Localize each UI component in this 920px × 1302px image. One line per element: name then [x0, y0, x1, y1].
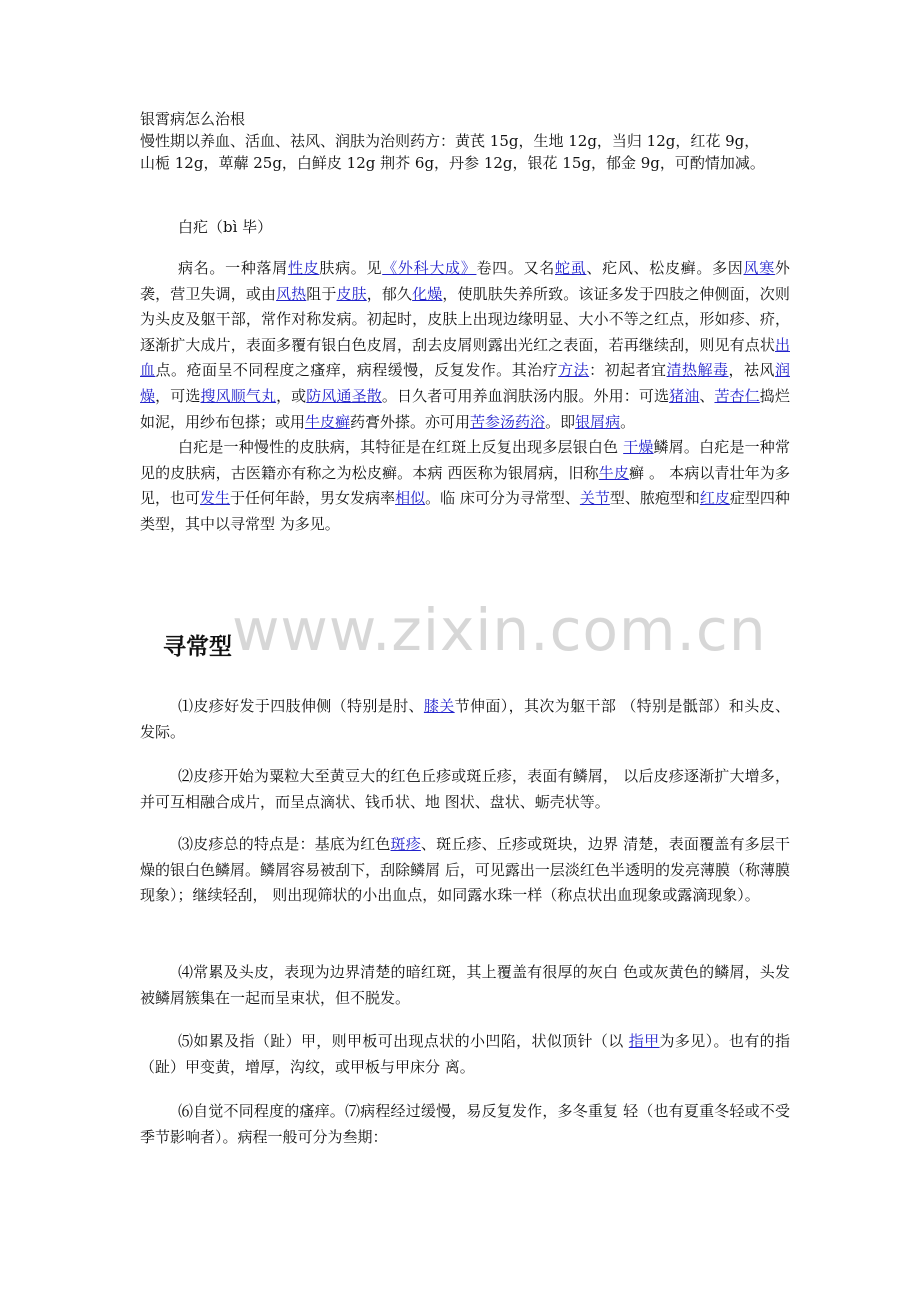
list-item: ⑹自觉不同程度的瘙痒。⑺病程经过缓慢，易反复发作，多冬重复 轻（也有夏重冬轻或不受季节影响者）。病程一般可分为叁期：	[140, 1102, 790, 1146]
item-3-block	[140, 832, 790, 909]
link[interactable]: 防风通圣散	[306, 386, 382, 405]
link[interactable]: 关节	[579, 489, 610, 508]
link[interactable]: 牛皮癣	[305, 412, 351, 431]
link[interactable]: 蛇虱	[555, 259, 587, 277]
link[interactable]: 润燥	[140, 361, 790, 405]
link[interactable]: 银屑病	[575, 412, 621, 431]
link[interactable]: 化燥	[412, 284, 443, 303]
list-item	[140, 832, 790, 909]
definition-block	[140, 256, 790, 538]
list-item	[140, 694, 790, 745]
link[interactable]: 清热解毒	[666, 361, 729, 380]
definition-paragraph	[140, 256, 790, 435]
link[interactable]: 膝关	[423, 697, 455, 715]
text-run: ：初起者宜	[589, 361, 667, 380]
item-1-block	[140, 694, 790, 745]
text-run: 肤病。见	[319, 259, 383, 277]
text-run: 型、脓疱型和	[609, 489, 700, 508]
text-run: 点。疮面呈不同程度之瘙痒，病程缓慢，反复发作。其治疗	[155, 361, 559, 380]
link[interactable]: 搜风顺气丸	[200, 386, 277, 405]
text-run: 、	[699, 386, 715, 405]
term-heading: 白疕（bì 毕）	[178, 218, 273, 236]
text-run: 药膏外搽。亦可用	[350, 412, 471, 431]
term-heading-block	[140, 215, 790, 241]
intro-line-2: 山栀 12g，萆薢 25g，白鲜皮 12g 荆芥 6g，丹参 12g，银花 15g，郁金 9g，可酌情加减。	[140, 154, 765, 172]
link[interactable]: 斑疹	[390, 835, 421, 853]
text-run: ，或	[276, 386, 307, 405]
text-run: ⑶皮疹总的特点是：基底为红色	[178, 835, 391, 853]
text-run: 。即	[545, 412, 576, 431]
link[interactable]: 《外科大成》	[382, 259, 477, 277]
item-6-block	[140, 1099, 790, 1150]
text-run: 。临 床可分为寻常型、	[425, 489, 580, 508]
text-run: 白疕是一种慢性的皮肤病，其特征是在红斑上反复出现多层银白色	[178, 438, 624, 457]
link[interactable]: 苦参汤药浴	[470, 412, 546, 431]
link[interactable]: 风热	[276, 284, 307, 303]
text-run: 外袭，营卫失调，或由	[140, 259, 790, 303]
doc-title: 银霄病怎么治根	[140, 110, 246, 128]
list-item: ⑵皮疹开始为粟粒大至黄豆大的红色丘疹或斑丘疹，表面有鳞屑， 以后皮疹逐渐扩大增多，并可互相融合成片，而呈点滴状、钱币状、地 图状、盘状、蛎壳状等。	[140, 767, 790, 811]
watermark: www.zixin.com.cn	[232, 596, 767, 664]
link[interactable]: 红皮	[699, 489, 730, 508]
text-run: 为多见）。也有的指（趾）甲变黄，增厚，沟纹，或甲板与甲床分 离。	[140, 1032, 790, 1076]
text-run: 鳞屑。白疕是一种常见的皮肤病，古医籍亦有称之为松皮癣。本病 西医称为银屑病，旧称	[140, 438, 790, 482]
link[interactable]: 风寒	[743, 259, 775, 277]
text-run: ，可选	[155, 386, 201, 405]
text-run: 。日久者可用养血润肤汤内服。外用：可选	[381, 386, 670, 405]
link[interactable]: 苦杏仁	[714, 386, 760, 405]
section-heading: 寻常型	[163, 634, 232, 660]
text-run: ，郁久	[366, 284, 413, 303]
text-run: 、斑丘疹、丘疹或斑块，边界 清楚，表面覆盖有多层干燥的银白色鳞屑。鳞屑容易被刮下，刮除鳞屑 后，可见露出一层淡红色半透明的发亮薄膜（称薄膜现象）；继续轻刮， 则出现筛状的小出血点，如同露水珠一样（称点状出血现象或露滴现象）。	[140, 835, 790, 905]
text-run: ，使肌肤失养所致。该证多发于四肢之伸侧面，次则为头皮及躯干部，常作对称发病。初起时，皮肤上出现边缘明显、大小不等之红点，形如疹、疥，逐渐扩大成片，表面多覆有银白色皮屑，刮去皮屑则露出光红之表面，若再继续刮，则见有点状	[140, 284, 790, 354]
link[interactable]: 方法	[558, 361, 590, 380]
link[interactable]: 皮肤	[336, 284, 367, 303]
link[interactable]: 相似	[395, 489, 426, 508]
text-run: ⑴皮疹好发于四肢伸侧（特别是肘、	[178, 697, 424, 715]
list-item: ⑷常累及头皮，表现为边界清楚的暗红斑，其上覆盖有很厚的灰白 色或灰黄色的鳞屑，头发被鳞屑簇集在一起而呈束状，但不脱发。	[140, 963, 790, 1007]
text-run: 癣 。 本病以青壮年为多见，也可	[140, 463, 790, 508]
text-run: 。	[620, 412, 636, 431]
intro-block	[140, 108, 790, 174]
text-run: 捣烂如泥，用纱布包搽；或用	[140, 386, 790, 431]
item-2-block	[140, 764, 790, 815]
text-run: 症型四种类型，其中以寻常型 为多见。	[140, 489, 790, 533]
link[interactable]: 牛皮	[598, 463, 630, 482]
link[interactable]: 性皮	[287, 259, 320, 277]
text-run: 病名。一种落屑	[178, 259, 288, 277]
link[interactable]: 干燥	[623, 438, 654, 457]
description-paragraph	[140, 435, 790, 537]
link[interactable]: 猪油	[669, 386, 700, 405]
text-run: 节伸面），其次为躯干部 （特别是骶部）和头皮、发际。	[140, 697, 790, 741]
text-run: 于任何年龄，男女发病率	[230, 489, 396, 508]
text-run: ⑸如累及指（趾）甲，则甲板可出现点状的小凹陷，状似顶针（以	[178, 1032, 629, 1050]
intro-line-1: 慢性期以养血、活血、祛风、润肤为治则药方：黄芪 15g，生地 12g，当归 12g，红花 9g，	[140, 132, 760, 150]
link[interactable]: 发生	[200, 489, 231, 508]
link[interactable]: 指甲	[628, 1032, 660, 1050]
list-item	[140, 1029, 790, 1080]
item-4-block	[140, 960, 790, 1011]
item-5-block	[140, 1029, 790, 1080]
text-run: 卷四。又名	[476, 259, 555, 277]
link[interactable]: 出血	[140, 335, 790, 380]
text-run: ，祛风	[728, 361, 775, 380]
text-run: 阻于	[306, 284, 337, 303]
text-run: 、疕风、松皮癣。多因	[586, 259, 744, 277]
